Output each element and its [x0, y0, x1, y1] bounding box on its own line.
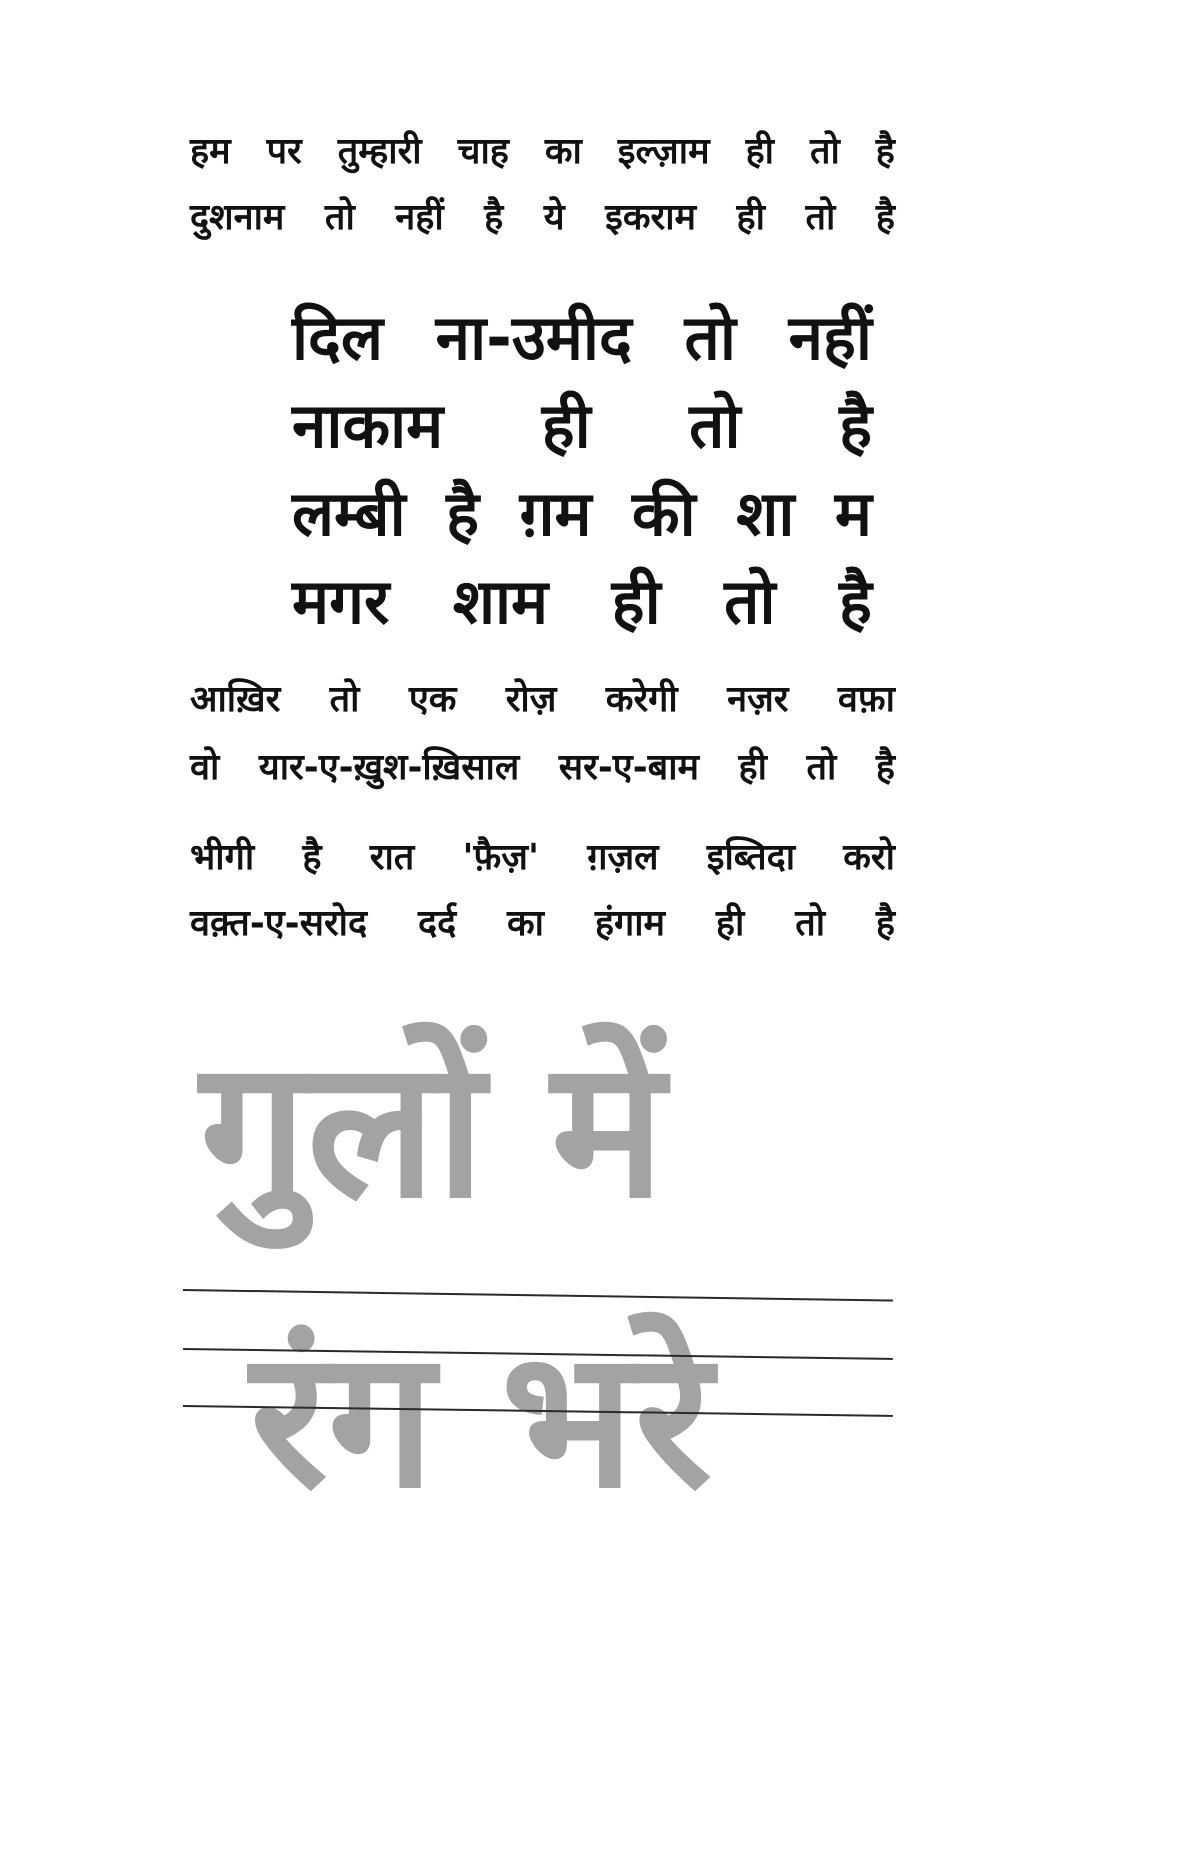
word: है — [875, 197, 895, 238]
word: तो — [795, 903, 826, 944]
word: तो — [329, 679, 360, 720]
word: तो — [684, 301, 736, 374]
word: रात — [369, 837, 415, 878]
word: सर-ए-बाम — [558, 747, 700, 788]
featured-line1 — [292, 298, 872, 378]
word: हम — [190, 131, 231, 172]
word: तो — [805, 197, 836, 238]
word: करेगी — [605, 679, 678, 720]
verse3-line1 — [190, 834, 895, 882]
word: का — [544, 131, 582, 172]
watermark-title-line1: गुलों में — [200, 1019, 665, 1240]
word: चाह — [457, 131, 509, 172]
word: करो — [843, 837, 895, 878]
verse1-line1 — [190, 128, 895, 176]
word: भीगी — [190, 837, 255, 878]
word: ही — [745, 131, 775, 172]
word: है — [875, 131, 895, 172]
featured-line2 — [292, 386, 872, 466]
word: नहीं — [395, 197, 444, 238]
word: इब्तिदा — [706, 837, 796, 878]
word: तो — [806, 747, 837, 788]
word: ही — [611, 565, 661, 638]
word: है — [484, 197, 504, 238]
featured-line3 — [292, 474, 872, 554]
word: ही — [541, 389, 591, 462]
word: की — [632, 477, 696, 550]
word: तो — [689, 389, 741, 462]
word: शाम — [452, 565, 549, 638]
word: दुशनाम — [190, 197, 285, 238]
word: तो — [724, 565, 776, 638]
word: है — [875, 747, 895, 788]
word: नज़र — [727, 679, 789, 720]
word: दिल — [292, 301, 384, 374]
word: है — [875, 903, 895, 944]
word: पर — [266, 131, 302, 172]
word: रोज़ — [505, 679, 557, 720]
word: यार-ए-ख़ुश-ख़िसाल — [258, 747, 520, 788]
word: ये — [543, 197, 565, 238]
verse1-line2 — [190, 194, 895, 242]
word: ग़ज़ल — [587, 837, 659, 878]
word: वफ़ा — [837, 679, 895, 720]
verse2-line1 — [190, 676, 895, 724]
word: हंगाम — [594, 903, 666, 944]
word: दर्द — [417, 903, 457, 944]
word: इल्ज़ाम — [617, 131, 710, 172]
word: शा — [736, 477, 795, 550]
word: म — [834, 477, 872, 550]
word: 'फ़ैज़' — [462, 837, 540, 878]
word: है — [839, 565, 872, 638]
word: इकराम — [605, 197, 697, 238]
word: नहीं — [788, 301, 872, 374]
word: है — [446, 477, 480, 550]
word: नाकाम — [292, 389, 444, 462]
word: एक — [408, 679, 457, 720]
word: तुम्हारी — [337, 131, 422, 172]
word: तो — [324, 197, 355, 238]
word: आख़िर — [190, 679, 281, 720]
word: का — [507, 903, 544, 944]
word: तो — [809, 131, 840, 172]
word: मगर — [292, 565, 390, 638]
verse3-line2 — [190, 900, 895, 948]
watermark-title-line2: रंग भरे — [250, 1309, 713, 1530]
word: है — [302, 837, 322, 878]
word: ही — [715, 903, 745, 944]
verse2-line2 — [190, 744, 895, 792]
word: ही — [736, 197, 765, 238]
ruled-line-1 — [183, 1289, 893, 1302]
word: है — [839, 389, 872, 462]
featured-line4 — [292, 562, 872, 642]
word: वक़्त-ए-सरोद — [190, 903, 368, 944]
word: ही — [738, 747, 767, 788]
word: लम्बी — [292, 477, 406, 550]
word: ग़म — [519, 477, 592, 550]
word: वो — [190, 747, 220, 788]
word: ना-उमीद — [435, 301, 632, 374]
